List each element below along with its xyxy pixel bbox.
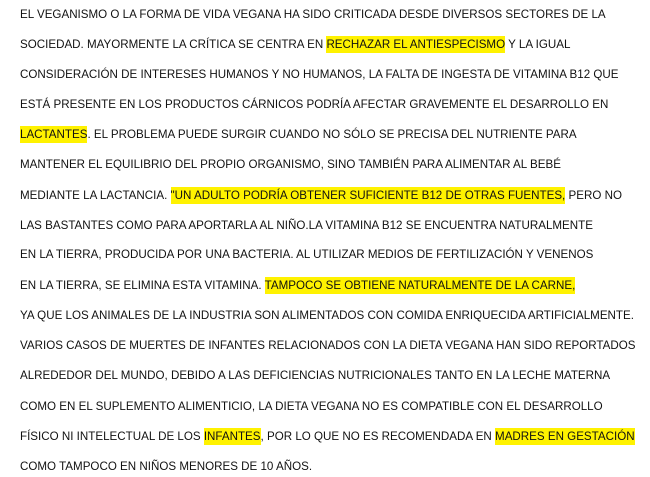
text-line	[20, 277, 575, 295]
text-line	[20, 187, 622, 205]
highlighted-text: INFANTES	[203, 430, 261, 443]
text-segment: EN LA TIERRA, SE ELIMINA ESTA VITAMINA.	[20, 279, 265, 292]
text-segment: ALREDEDOR DEL MUNDO, DEBIDO A LAS DEFICIENCIAS NUTRICIONALES TANTO EN LA LECHE MATERNA	[20, 369, 611, 382]
text-segment: CONSIDERACIÓN DE INTERESES HUMANOS Y NO HUMANOS, LA FALTA DE INGESTA DE VITAMINA B12 QUE	[20, 68, 619, 81]
text-line	[20, 96, 608, 114]
text-line	[20, 398, 603, 416]
text-line	[20, 458, 312, 476]
text-segment: VARIOS CASOS DE MUERTES DE INFANTES RELACIONADOS CON LA DIETA VEGANA HAN SIDO REPORTADOS	[20, 339, 636, 352]
text-line	[20, 428, 635, 446]
text-segment: MANTENER EL EQUILIBRIO DEL PROPIO ORGANISMO, SINO TAMBIÉN PARA ALIMENTAR AL BEBÉ	[20, 158, 561, 171]
text-segment: COMO EN EL SUPLEMENTO ALIMENTICIO, LA DIETA VEGANA NO ES COMPATIBLE CON EL DESARROLLO	[20, 400, 603, 413]
text-line	[20, 36, 570, 54]
text-line	[20, 307, 634, 325]
highlighted-text: RECHAZAR EL ANTIESPECISMO	[326, 38, 506, 51]
highlighted-text: TAMPOCO SE OBTIENE NATURALMENTE DE LA CARNE,	[264, 279, 576, 292]
text-segment: FÍSICO NI INTELECTUAL DE LOS	[20, 430, 204, 443]
text-line	[20, 156, 561, 174]
highlighted-text: LACTANTES	[20, 128, 88, 141]
text-segment: Y LA IGUAL	[505, 38, 571, 51]
text-segment: EL VEGANISMO O LA FORMA DE VIDA VEGANA HA SIDO CRITICADA DESDE DIVERSOS SECTORES DE LA	[20, 8, 606, 21]
text-line	[20, 217, 593, 235]
text-line	[20, 337, 635, 355]
text-line	[20, 367, 610, 385]
text-segment: SOCIEDAD. MAYORMENTE LA CRÍTICA SE CENTRA EN	[20, 38, 327, 51]
text-segment: , POR LO QUE NO ES RECOMENDADA EN	[260, 430, 496, 443]
text-segment: COMO TAMPOCO EN NIÑOS MENORES DE 10 AÑOS.	[20, 460, 313, 473]
text-segment: . EL PROBLEMA PUEDE SURGIR CUANDO NO SÓLO SE PRECISA DEL NUTRIENTE PARA	[87, 128, 577, 141]
text-line	[20, 126, 577, 144]
highlighted-text: MADRES EN GESTACIÓN	[495, 430, 635, 443]
text-line	[20, 246, 593, 264]
text-line	[20, 66, 619, 84]
highlighted-text: "UN ADULTO PODRÍA OBTENER SUFICIENTE B12 DE OTRAS FUENTES,	[170, 189, 566, 202]
text-segment: ESTÁ PRESENTE EN LOS PRODUCTOS CÁRNICOS PODRÍA AFECTAR GRAVEMENTE EL DESARROLLO EN	[20, 98, 609, 111]
text-segment: LAS BASTANTES COMO PARA APORTARLA AL NIÑO.LA VITAMINA B12 SE ENCUENTRA NATURALMENTE	[20, 219, 593, 232]
text-segment: YA QUE LOS ANIMALES DE LA INDUSTRIA SON ALIMENTADOS CON COMIDA ENRIQUECIDA ARTIFICIALMENTE.	[20, 309, 634, 322]
text-segment: MEDIANTE LA LACTANCIA.	[20, 189, 171, 202]
text-segment: PERO NO	[565, 189, 622, 202]
text-line	[20, 6, 606, 24]
text-segment: EN LA TIERRA, PRODUCIDA POR UNA BACTERIA. AL UTILIZAR MEDIOS DE FERTILIZACIÓN Y VENENOS	[20, 248, 594, 261]
